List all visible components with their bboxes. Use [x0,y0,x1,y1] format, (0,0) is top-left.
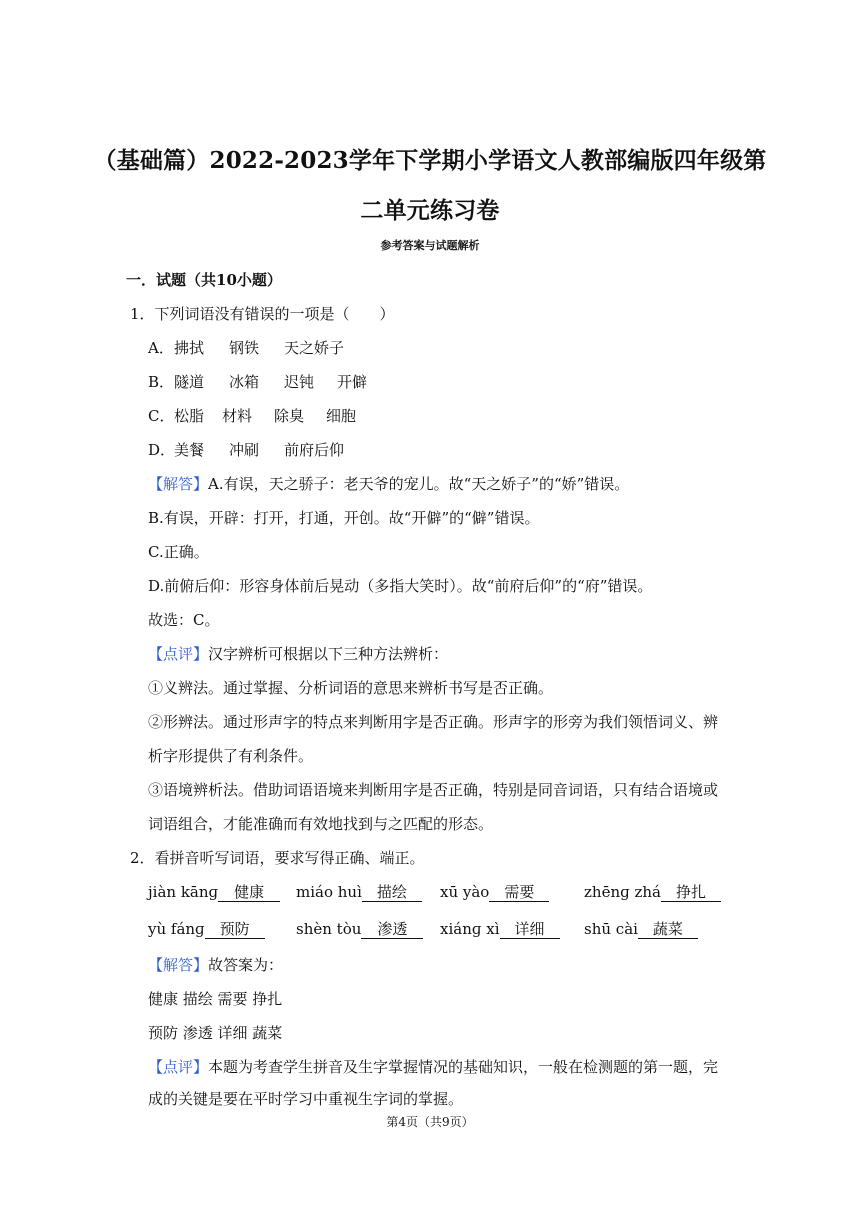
q1-comment-tag: 【点评】 [148,645,209,663]
q1-answer-line-5: 故选：C。 [148,611,220,629]
q2-item-3 [440,882,549,902]
q1-stem: 1．下列词语没有错误的一项是（ ） [130,305,395,323]
q2-answer-text-1: 故答案为： [208,956,284,974]
q1-option-c-word-1: 松脂 [174,407,205,425]
q2-item-8-answer: 蔬菜 [638,920,698,939]
q2-item-8-pinyin: shū cài [584,920,638,938]
q2-comment-line-1 [148,1057,718,1077]
q1-answer-tag: 【解答】 [148,475,209,493]
q1-option-b-word-4: 开僻 [337,373,368,391]
q2-item-3-pinyin: xū yào [440,883,490,901]
q1-answer-line-3: C.正确。 [148,543,209,561]
q1-comment-line-1 [148,644,448,664]
q1-option-a-word-2: 钢铁 [229,339,260,357]
q1-comment-line-3: ②形辨法。通过形声字的特点来判断用字是否正确。形声字的形旁为我们领悟词义、辨 [148,713,719,731]
section-heading: 一．试题（共10小题） [126,271,282,289]
q2-item-4 [584,882,721,902]
q2-item-6-answer: 渗透 [361,920,423,939]
q2-comment-text-1: 本题为考查学生拼音及生字掌握情况的基础知识，一般在检测题的第一题，完 [208,1058,719,1076]
q1-option-b [148,372,367,392]
document-title-line-1: （基础篇）2022-2023学年下学期小学语文人教部编版四年级第 [93,147,767,174]
q1-answer-line-2: B.有误，开辟：打开，打通，开创。故“开僻”的“僻”错误。 [148,509,540,527]
q2-item-2-answer: 描绘 [362,883,422,902]
q2-item-2 [296,882,422,902]
q2-item-8 [584,919,698,939]
q2-item-7-answer: 详细 [500,920,560,939]
q1-option-b-word-1: 隧道 [174,373,205,391]
q2-item-6 [296,919,423,939]
q1-option-b-word-2: 冰箱 [229,373,260,391]
q2-item-3-answer: 需要 [489,883,549,902]
q1-comment-line-2: ①义辨法。通过掌握、分析词语的意思来辨析书写是否正确。 [148,679,554,697]
q1-comment-line-6: 词语组合，才能准确而有效地找到与之匹配的形态。 [148,815,494,833]
document-title-line-2: 二单元练习卷 [360,197,500,224]
q1-option-c-letter: C． [148,407,175,425]
q1-option-d-word-1: 美餐 [174,441,205,459]
q1-option-a-letter: A． [148,339,174,357]
q1-option-d-word-2: 冲刷 [229,441,260,459]
q2-item-1-answer: 健康 [218,883,280,902]
q1-option-a-word-1: 拂拭 [174,339,205,357]
q1-option-d-word-3: 前府后仰 [284,441,345,459]
q2-item-4-answer: 挣扎 [661,883,721,902]
q2-item-4-pinyin: zhēnɡ zhá [584,883,661,901]
q1-option-a-word-3: 天之娇子 [284,339,345,357]
q2-item-5 [148,919,265,939]
q1-option-c-word-3: 除臭 [274,407,305,425]
q1-option-c [148,406,356,426]
q1-answer-line-4: D.前俯后仰：形容身体前后晃动（多指大笑时）。故“前府后仰”的“府”错误。 [148,577,653,595]
q2-item-6-pinyin: shèn tòu [296,920,362,938]
q1-answer-text-1: A.有误，天之骄子：老天爷的宠儿。故“天之娇子”的“娇”错误。 [208,475,630,493]
q1-option-a [148,338,344,358]
document-subtitle: 参考答案与试题解析 [380,239,480,252]
q2-item-7 [440,919,560,939]
q1-option-d [148,440,344,460]
q1-option-b-word-3: 迟钝 [284,373,315,391]
q2-item-5-pinyin: yù fánɡ [148,920,205,938]
page-footer: 第4页（共9页） [386,1115,474,1129]
q2-answer-line-1 [148,955,283,975]
q2-item-1 [148,882,280,902]
q1-comment-line-4: 析字形提供了有利条件。 [148,747,314,765]
q1-option-c-word-4: 细胞 [326,407,357,425]
q2-item-2-pinyin: miáo huì [296,883,362,901]
q2-item-1-pinyin: jiàn kānɡ [148,883,219,901]
q2-comment-tag: 【点评】 [148,1058,209,1076]
q2-comment-line-2: 成的关键是要在平时学习中重视生字词的掌握。 [148,1090,464,1108]
q2-answer-line-2: 健康 描绘 需要 挣扎 [148,990,283,1008]
q1-option-b-letter: B． [148,373,175,391]
q1-comment-text-1: 汉字辨析可根据以下三种方法辨析： [208,645,449,663]
q2-item-7-pinyin: xiánɡ xì [440,920,500,938]
q1-answer-line-1 [148,474,629,494]
q1-option-d-letter: D． [148,441,176,459]
q2-answer-tag: 【解答】 [148,956,209,974]
q2-item-5-answer: 预防 [205,920,265,939]
q1-comment-line-5: ③语境辨析法。借助词语语境来判断用字是否正确，特别是同音词语，只有结合语境或 [148,781,719,799]
q1-option-c-word-2: 材料 [222,407,253,425]
q2-stem: 2．看拼音听写词语，要求写得正确、端正。 [130,849,425,867]
q2-answer-line-3: 预防 渗透 详细 蔬菜 [148,1024,283,1042]
